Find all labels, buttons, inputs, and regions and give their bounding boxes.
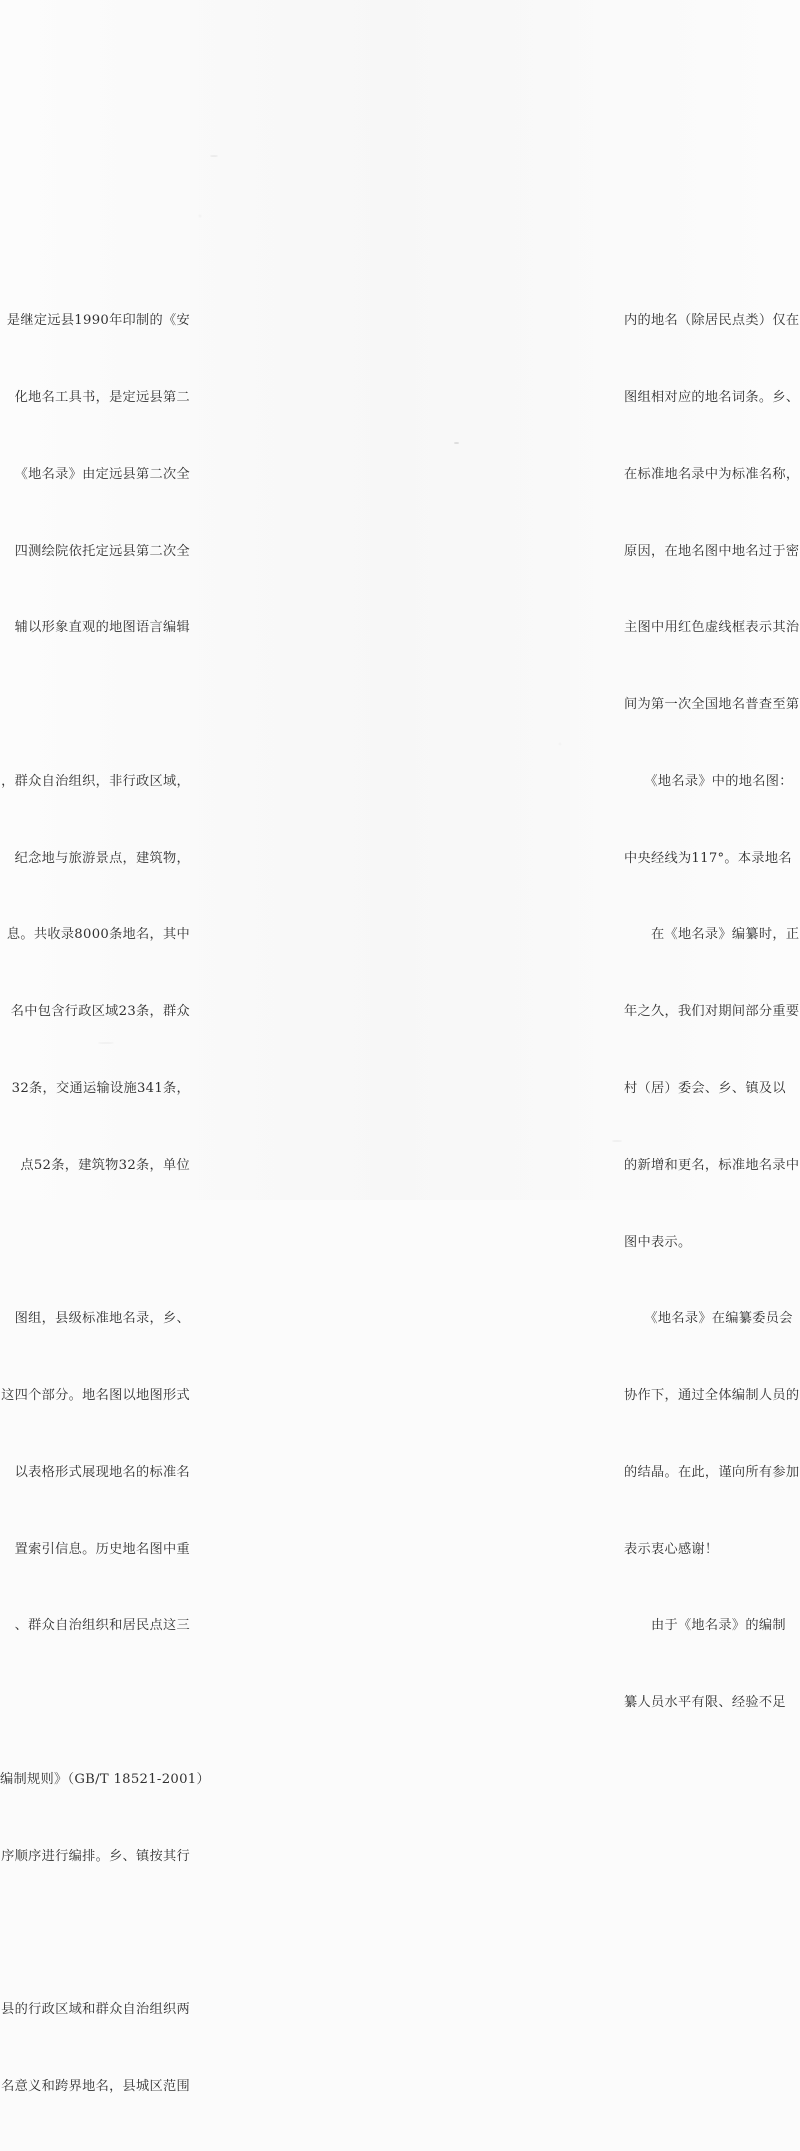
right-page-line: 村（居）委会、乡、镇及以: [624, 1081, 786, 1096]
left-page-line: 以表格形式展现地名的标准名: [14, 1464, 190, 1480]
left-page-line: 纪念地与旅游景点，建筑物，: [14, 850, 190, 866]
right-page-line: 由于《地名录》的编制: [624, 1618, 786, 1634]
paper-speck: [98, 1042, 114, 1044]
right-page-line: 内的地名（除居民点类）仅在: [624, 313, 800, 329]
right-page-line: 的结晶。在此，谨向所有参加: [624, 1464, 800, 1480]
left-page-line: 、群众自治组织和居民点这三: [14, 1618, 190, 1634]
left-page-line: 图组，县级标准地名录，乡、: [14, 1311, 190, 1327]
right-page-line: 在《地名录》编纂时，正: [624, 927, 800, 943]
left-page-line: 名中包含行政区域23条，群众: [10, 1004, 190, 1020]
right-page-line: 间为第一次全国地名普查至第: [624, 697, 800, 713]
right-page-line: 纂人员水平有限、经验不足: [624, 1695, 786, 1711]
left-page-line: 置索引信息。历史地名图中重: [14, 1541, 190, 1557]
left-page-paragraph-gap: [0, 1690, 190, 1716]
right-page-line: 原因，在地名图中地名过于密: [624, 543, 800, 559]
left-page-paragraph-gap: [0, 1230, 190, 1256]
left-page-line: 序顺序进行编排。乡、镇按其行: [1, 1848, 190, 1864]
left-page-line: 这四个部分。地名图以地图形式: [1, 1388, 190, 1404]
right-page-line: 图组相对应的地名词条。乡、: [624, 389, 800, 405]
left-page-line: 息。共收录8000条地名，其中: [6, 927, 190, 943]
left-page-line: 化地名工具书，是定远县第二: [14, 389, 190, 405]
left-page-line: 名意义和跨界地名，县城区范围: [1, 2079, 190, 2095]
right-page-line: 的新增和更名，标准地名录中: [624, 1157, 800, 1173]
left-page-line: 是继定远县1990年印制的《安: [6, 313, 190, 329]
right-page-line: 表示衷心感谢！: [624, 1541, 719, 1557]
left-page-line: 编制规则》（GB/T 18521-2001）: [0, 1772, 210, 1788]
paper-speck: [612, 1140, 622, 1142]
left-page-paragraph-gap: [0, 1921, 190, 1947]
left-page-line: 辅以形象直观的地图语言编辑: [14, 620, 190, 636]
right-page-line: 《地名录》在编纂委员会: [624, 1311, 793, 1327]
paper-speck: [454, 442, 459, 444]
left-page-line: 县的行政区域和群众自治组织两: [1, 2002, 190, 2018]
right-page-line: 年之久，我们对期间部分重要: [624, 1004, 800, 1020]
paper-speck: [210, 155, 218, 157]
right-page-line: 协作下，通过全体编制人员的: [624, 1388, 800, 1404]
left-page-line: 32条，交通运输设施341条，: [11, 1081, 190, 1096]
left-page-line: 点52条，建筑物32条，单位: [20, 1157, 190, 1173]
right-page-text: [624, 257, 800, 1767]
left-page-line: 《地名录》由定远县第二次全: [14, 466, 190, 482]
right-page-line: 主图中用红色虚线框表示其治: [624, 620, 800, 636]
right-page-line: 在标准地名录中为标准名称，: [624, 466, 800, 482]
right-page-line: 图中表示。: [624, 1234, 692, 1250]
left-page-line: 四测绘院依托定远县第二次全: [14, 543, 190, 559]
left-page-line: ，群众自治组织，非行政区域，: [1, 773, 190, 789]
right-page-line: 中央经线为117°。本录地名: [624, 850, 792, 866]
left-page-paragraph-gap: [0, 692, 190, 718]
right-page-line: 《地名录》中的地名图：: [624, 773, 793, 789]
left-page-text: [0, 257, 210, 2151]
